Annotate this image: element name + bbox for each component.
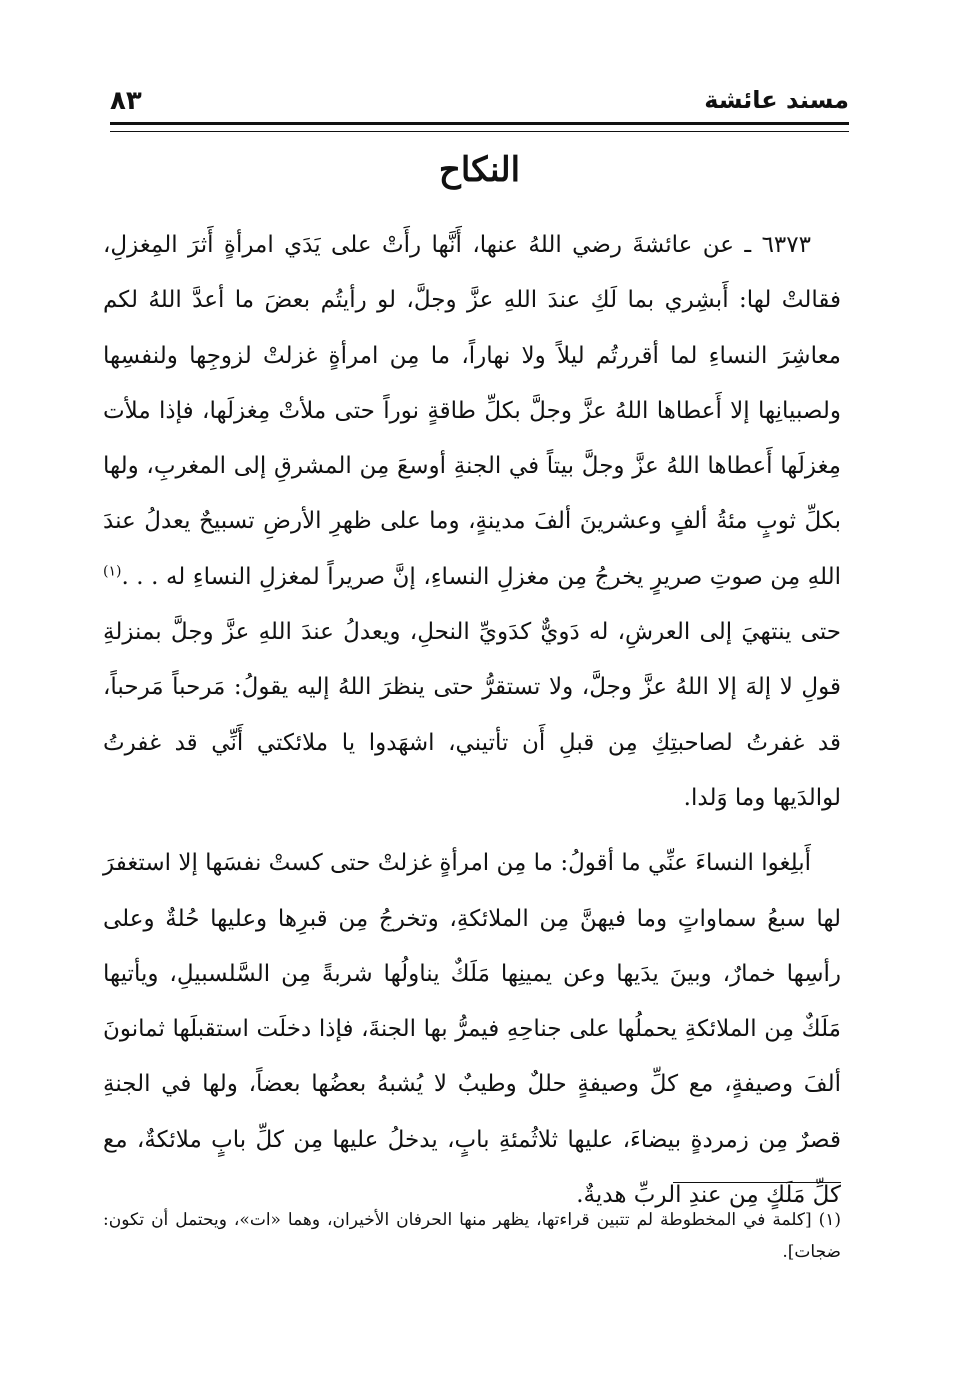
paragraph-1-part-2: حتى ينتهيَ إلى العرشِ، له دَويٌّ كدَويِّ النحلِ، ويعدلُ عندَ اللهِ عزَّ وجلَّ بمنزلةِ قولِ لا إلهَ إلا اللهُ عزَّ وجلَّ، ولا تستقرُّ حتى ينظرَ اللهُ إليه يقولُ: مَرحباً مَرحباً، قد غفرتُ لصاحبتِكِ مِن قبلِ أَن تأتيني، اشهَدوا يا ملائكتي أَنِّي قد غفرتُ لوالدَيها وما وَلدا. xyxy=(103,619,841,811)
hadith-text xyxy=(103,218,841,1223)
hadith-paragraph-1 xyxy=(103,218,841,826)
header-title: مسند عائشة xyxy=(704,86,849,114)
hadith-number: ٦٣٧٣ ـ xyxy=(744,232,811,258)
footnote xyxy=(103,1204,841,1268)
footnote-marker[interactable]: (١) xyxy=(103,563,122,580)
hadith-paragraph-2: أَبلِغوا النساءَ عنِّي ما أقولُ: ما مِن امرأةٍ غزلتْ حتى كستْ نفسَها إلا استغفرَ لها سبعُ سماواتٍ وما فيهنَّ مِن الملائكةِ، وتخرجُ مِن قبرِها وعليها حُلةٌ وعلى رأسِها خمارٌ، وبينَ يدَيها وعن يمينِها مَلَكٌ يناولُها شربةً مِن السَّلسبيلِ، ويأتيها مَلَكٌ مِن الملائكةِ يحملُها على جناحِهِ فيمرُّ بها الجنةَ، فإذا دخلَت استقبلَها ثمانونَ ألفَ وصيفةٍ، مع كلِّ وصيفةٍ حللٌ وطيبٌ لا يُشبهُ بعضُها بعضاً، ولها في الجنةِ قصرٌ مِن زمردةٍ بيضاءَ، عليها ثلاثُمئةِ بابٍ، يدخلُ عليها مِن كلِّ بابٍ ملائكةٌ، مع كلِّ مَلَكٍ مِن عندِ الربِّ هديةٌ. xyxy=(103,850,841,1209)
running-header xyxy=(110,80,849,120)
section-title: النكاح xyxy=(438,150,521,190)
footnote-text: (١) [كلمة في المخطوطة لم تتبين قراءتها، يظهر منها الحرفان الأخيران، وهما «ات»، ويحتمل أن تكون: ضجات]. xyxy=(103,1210,841,1262)
page-number: ٨٣ xyxy=(110,86,142,116)
paragraph-1-part-1: عن عائشةَ رضي اللهُ عنها، أَنَّها رأَتْ على يَدَي امرأةٍ أَثرَ المِغزلِ، فقالتْ لها: أَبشِري بما لَكِ عندَ اللهِ عزَّ وجلَّ، لو رأيتُم بعضَ ما أعدَّ اللهُ لكم معاشِرَ النساءِ لما أقررتُم ليلاً ولا نهاراً، ما مِن امرأةٍ غزلتْ لزوجِها ولنفسِها ولصبيانِها إلا أَعطاها اللهُ عزَّ وجلَّ بكلِّ طاقةٍ نوراً حتى ملأتْ مِغزلَها، فإذا ملأت مِغزلَها أَعطاها اللهُ عزَّ وجلَّ بيتاً في الجنةِ أوسعَ مِن المشرقِ إلى المغربِ، ولها بكلِّ ثوبٍ مئةُ ألفٍ وعشرينَ ألفَ مدينةٍ، وما على ظهرِ الأرضِ تسبيحٌ يعدلُ عندَ اللهِ مِن صوتِ صريرٍ يخرجُ مِن مغزلِ النساءِ، إنَّ صريراً لمغزلِ النساءِ له . . . xyxy=(103,232,841,590)
header-rule xyxy=(110,122,849,132)
footnote-rule xyxy=(673,1182,841,1183)
